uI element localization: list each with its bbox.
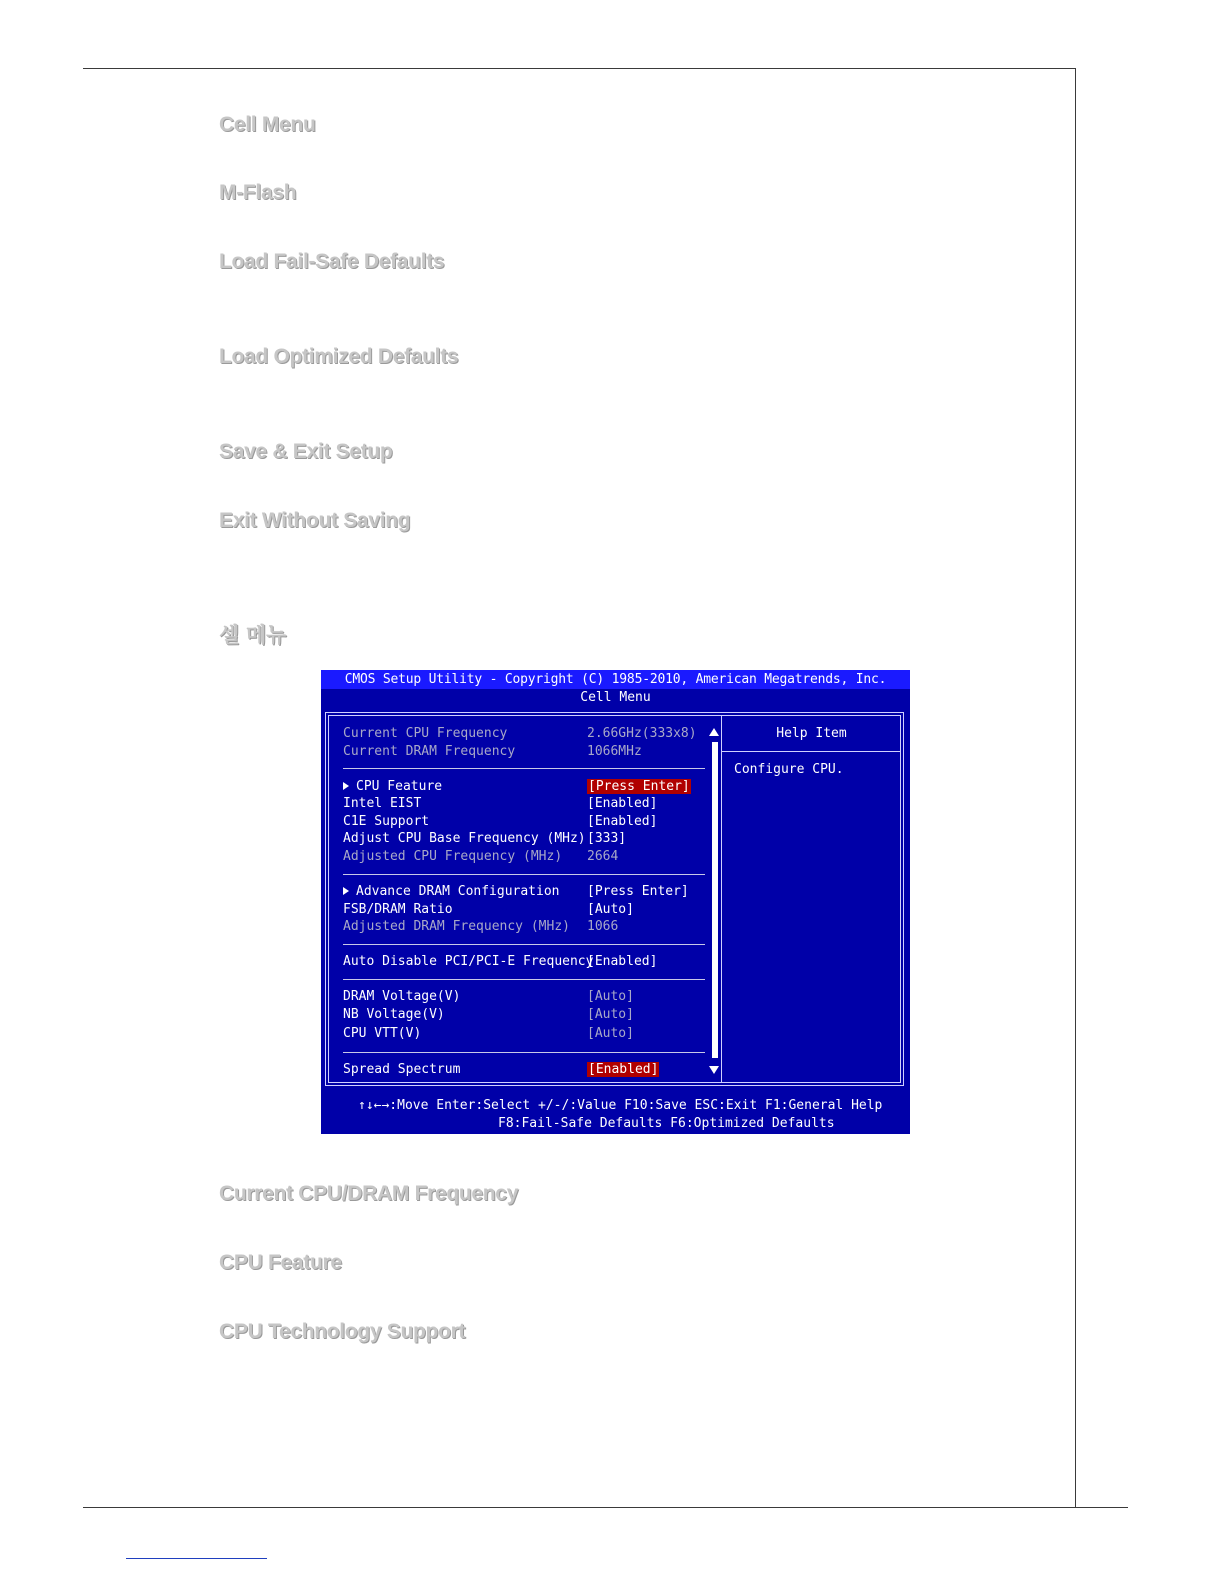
scroll-up-icon[interactable]: [709, 728, 719, 736]
bios-row-value[interactable]: [Enabled]: [587, 796, 658, 811]
submenu-arrow-icon: [343, 887, 349, 895]
bios-separator: [343, 768, 705, 769]
bios-row-value[interactable]: [333]: [587, 831, 627, 846]
bios-key-help-line-1: ↑↓←→:Move Enter:Select +/-/:Value F10:Save ESC:Exit F1:General Help: [358, 1098, 883, 1113]
bios-row-label: Advance DRAM Configuration: [356, 884, 560, 899]
bios-row-label: Adjusted DRAM Frequency (MHz): [343, 919, 570, 934]
bios-row-value[interactable]: [Auto]: [587, 989, 634, 1004]
selected-value-highlight: [Press Enter]: [588, 779, 690, 794]
submenu-arrow-icon: [343, 782, 349, 790]
bios-separator: [343, 944, 705, 945]
heading-save-exit-setup: Save & Exit Setup: [219, 440, 393, 463]
bios-row-value[interactable]: [Auto]: [587, 1007, 634, 1022]
bios-row-label[interactable]: Adjust CPU Base Frequency (MHz): [343, 831, 586, 846]
bios-row-value[interactable]: [Enabled]: [587, 814, 658, 829]
top-rule: [83, 68, 1076, 69]
bios-row-label[interactable]: CPU VTT(V): [343, 1026, 422, 1041]
heading-korean-cell-menu: 셀 메뉴: [219, 623, 286, 647]
bios-key-help-line-2: F8:Fail-Safe Defaults F6:Optimized Defaults: [498, 1116, 835, 1131]
heading-cell-menu: Cell Menu: [219, 113, 316, 136]
bios-help-title: Help Item: [776, 726, 847, 741]
bios-row-value[interactable]: [587, 1062, 659, 1077]
heading-cpu-feature: CPU Feature: [219, 1251, 342, 1274]
bios-row-label: Current CPU Frequency: [343, 726, 508, 741]
bios-row-value[interactable]: [Auto]: [587, 902, 634, 917]
bios-row-value[interactable]: [Auto]: [587, 1026, 634, 1041]
bios-row-label[interactable]: Spread Spectrum: [343, 1062, 461, 1077]
bios-title: CMOS Setup Utility - Copyright (C) 1985-2010, American Megatrends, Inc.: [344, 672, 887, 687]
bottom-rule: [83, 1507, 1128, 1508]
bios-help-header-divider: [722, 751, 901, 752]
bios-item-cpu-feature[interactable]: [343, 779, 442, 794]
heading-current-frequency: Current CPU/DRAM Frequency: [219, 1182, 519, 1205]
bios-row-label[interactable]: Auto Disable PCI/PCI-E Frequency: [343, 954, 594, 969]
bios-screenshot: [321, 670, 910, 1134]
right-rule: [1075, 68, 1076, 1508]
bios-row-value: 1066: [587, 919, 619, 934]
bios-row-value[interactable]: [Enabled]: [587, 954, 658, 969]
bios-row-value[interactable]: [Press Enter]: [587, 884, 689, 899]
bios-row-label: Adjusted CPU Frequency (MHz): [343, 849, 563, 864]
bios-row-label[interactable]: DRAM Voltage(V): [343, 989, 461, 1004]
bios-menu-name: Cell Menu: [580, 690, 651, 705]
bios-separator: [343, 979, 705, 980]
bios-row-label: CPU Feature: [356, 779, 443, 794]
heading-cpu-technology-support: CPU Technology Support: [219, 1320, 466, 1343]
scrollbar[interactable]: [712, 742, 718, 1058]
heading-load-optimized-defaults: Load Optimized Defaults: [219, 345, 459, 368]
heading-m-flash: M-Flash: [219, 181, 297, 204]
bios-separator: [343, 874, 705, 875]
bios-help-divider: [721, 715, 722, 1083]
bios-row-label[interactable]: Intel EIST: [343, 796, 422, 811]
bios-row-value: 2664: [587, 849, 619, 864]
bios-help-text: Configure CPU.: [734, 762, 844, 777]
scroll-down-icon[interactable]: [709, 1066, 719, 1074]
bios-row-label[interactable]: C1E Support: [343, 814, 430, 829]
selected-value-highlight: [Enabled]: [588, 1062, 659, 1077]
bios-row-label[interactable]: NB Voltage(V): [343, 1007, 445, 1022]
bios-item-advance-dram[interactable]: [343, 884, 560, 899]
footer-link-underline: [126, 1558, 267, 1559]
heading-exit-without-saving: Exit Without Saving: [219, 509, 411, 532]
bios-row-value: 2.66GHz(333x8): [587, 726, 697, 741]
bios-separator: [343, 1052, 705, 1053]
bios-row-label: Current DRAM Frequency: [343, 744, 516, 759]
heading-load-failsafe-defaults: Load Fail-Safe Defaults: [219, 250, 445, 273]
bios-row-label[interactable]: FSB/DRAM Ratio: [343, 902, 453, 917]
bios-row-value: 1066MHz: [587, 744, 642, 759]
bios-row-value[interactable]: [587, 779, 691, 794]
